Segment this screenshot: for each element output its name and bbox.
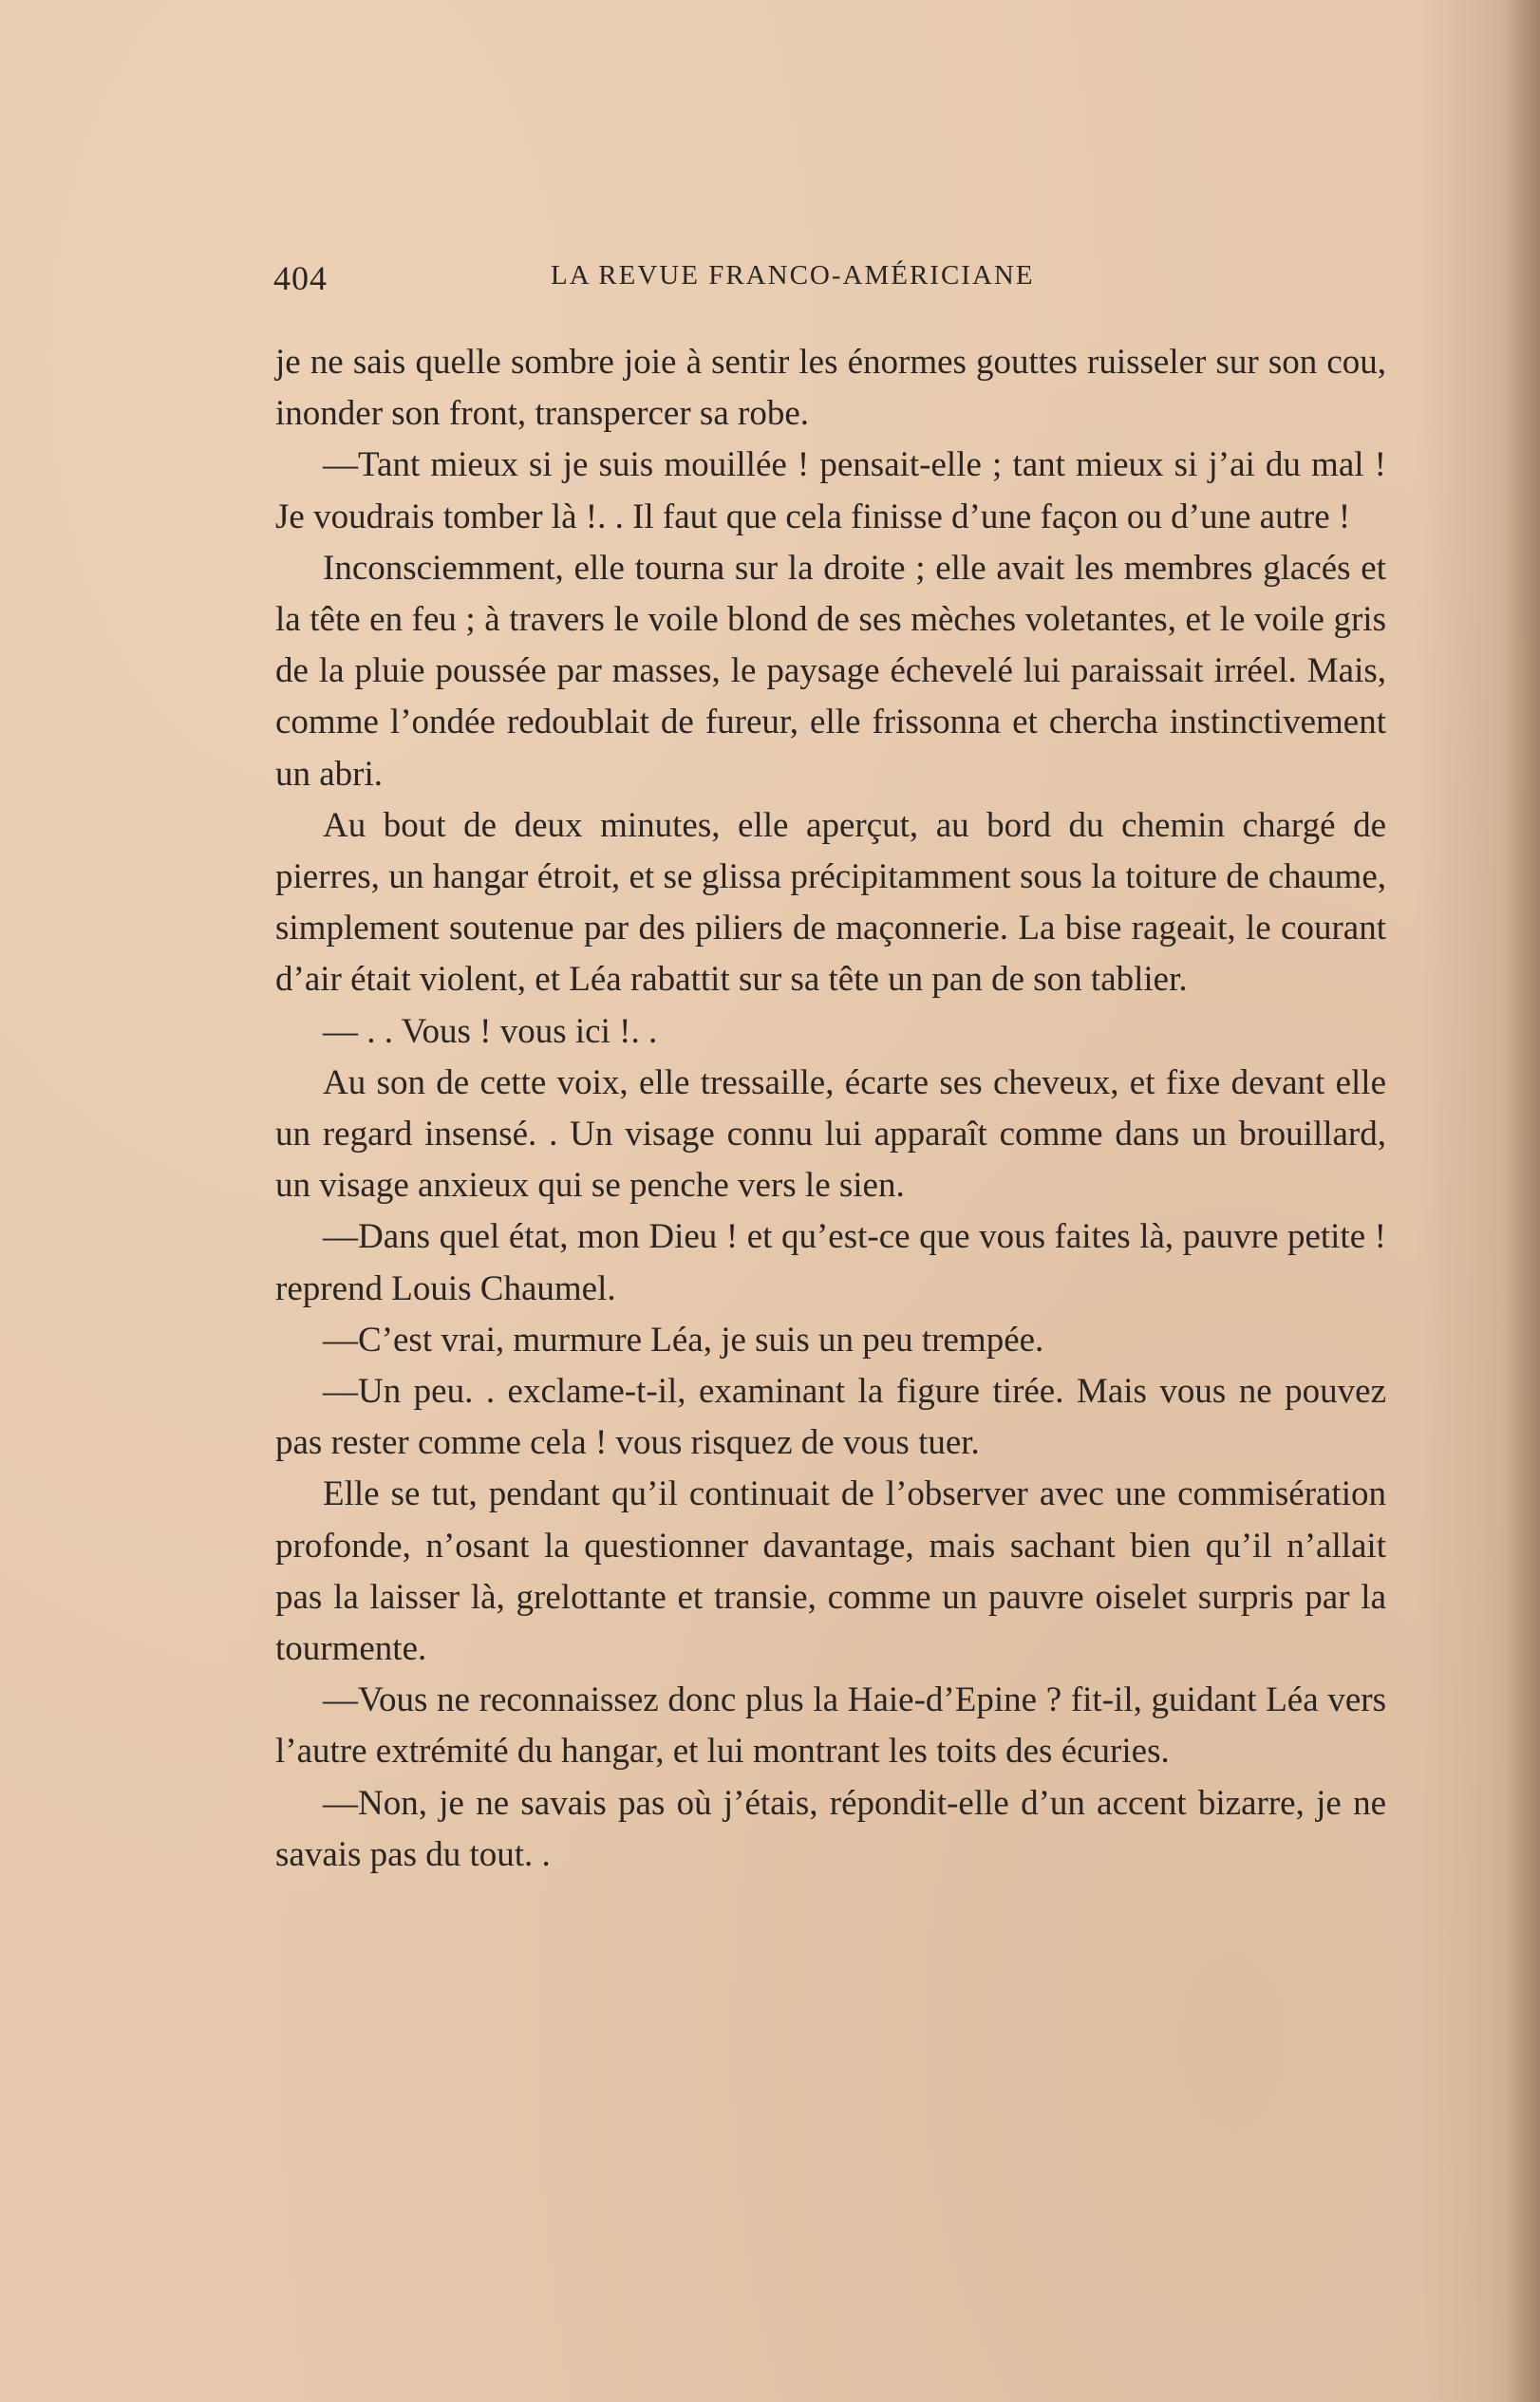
paragraph: Au bout de deux minutes, elle aperçut, au bord du chemin chargé de pierres, un hangar étroit, et se glissa précipitamment sous la toiture de chaume, simplement soutenue par des piliers de maçonnerie. La bise rageait, le courant d’air était violent, et Léa rabattit sur sa tête un pan de son tablier. — [275, 805, 1386, 1000]
paragraph: —Dans quel état, mon Dieu ! et qu’est-ce que vous faites là, pauvre petite ! reprend Louis Chaumel. — [275, 1217, 1386, 1308]
paragraph: —C’est vrai, murmure Léa, je suis un peu trempée. — [323, 1320, 1044, 1360]
paragraph-continuation: je ne sais quelle sombre joie à sentir les énormes gouttes ruisseler sur son cou, inonder son front, transpercer sa robe. — [275, 343, 1386, 434]
paragraph: Inconsciemment, elle tourna sur la droite ; elle avait les membres glacés et la tête en feu ; à travers le voile blond de ses mèches voletantes, et le voile gris de la pluie poussée par masses, le paysage échevelé lui paraissait irréel. Mais, comme l’ondée redoublait de fureur, elle frissonna et chercha instinctivement un abri. — [275, 548, 1386, 794]
running-head — [273, 258, 1394, 296]
paragraph: — . . Vous ! vous ici !. . — [323, 1011, 658, 1051]
paragraph: Elle se tut, pendant qu’il continuait de l’observer avec une commisération profonde, n’osant la questionner davantage, mais sachant bien qu’il n’allait pas la laisser là, grelottante et transie, comme un pauvre oiselet surpris par la tourmente. — [275, 1474, 1386, 1669]
page-number: 404 — [273, 259, 328, 297]
paragraph: —Vous ne reconnaissez donc plus la Haie-d’Epine ? fit-il, guidant Léa vers l’autre extrémité du hangar, et lui montrant les toits des écuries. — [275, 1680, 1386, 1772]
journal-title: LA REVUE FRANCO-AMÉRICIANE — [551, 260, 1035, 291]
paragraph: —Un peu. . exclame-t-il, examinant la figure tirée. Mais vous ne pouvez pas rester comme cela ! vous risquez de vous tuer. — [275, 1372, 1386, 1463]
body-text — [275, 337, 1386, 1881]
paragraph: —Non, je ne savais pas où j’étais, répondit-elle d’un accent bizarre, je ne savais pas du tout. . — [275, 1783, 1386, 1874]
page-edge-shadow — [1504, 0, 1540, 2402]
paragraph: —Tant mieux si je suis mouillée ! pensait-elle ; tant mieux si j’ai du mal ! Je voudrais tomber là !. . Il faut que cela finisse d’une façon ou d’une autre ! — [275, 445, 1386, 536]
paragraph: Au son de cette voix, elle tressaille, écarte ses cheveux, et fixe devant elle un regard insensé. . Un visage connu lui apparaît comme dans un brouillard, un visage anxieux qui se penche vers le sien. — [275, 1062, 1386, 1206]
